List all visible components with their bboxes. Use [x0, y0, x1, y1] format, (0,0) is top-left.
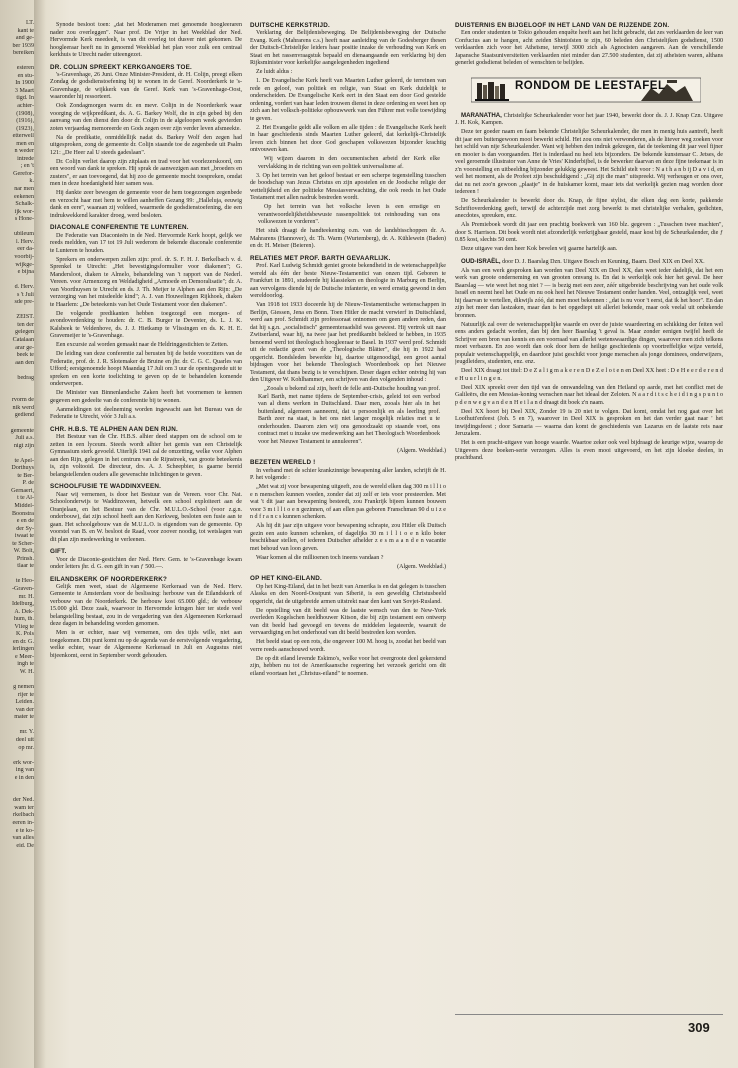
margin-fragment: Gernaert,	[11, 487, 34, 494]
margin-fragment: bedrag	[17, 374, 34, 381]
margin-fragment: te Heo-	[15, 578, 34, 585]
margin-fragment: d. Herv.	[14, 284, 34, 291]
margin-fragment: kant te	[17, 27, 34, 34]
paragraph: Men is er echter, naar wij vernemen, om des tijds wille, niet aan toegekomen. Dit punt komt nu op de agenda van de eerstvolgende vergadering, welke echter, waar de Algemeene Kerkeraad in Juli en Augustus niet bijeenkomt, eerst in September wordt gehouden.	[50, 630, 242, 659]
margin-fragment: mr. Y.	[19, 729, 34, 736]
margin-fragment: op mr.	[18, 744, 34, 751]
heading-king-eiland: OP HET KING-EILAND.	[250, 575, 322, 583]
margin-fragment	[0, 382, 34, 390]
margin-fragment: Schalk-	[15, 201, 34, 208]
paragraph: Het beeld staat op een rots, die ongeveer 100 M. hoog is, zoodat het beeld van verre reeds aanschouwd wordt.	[250, 639, 446, 653]
paragraph: Aanmeldingen tot deelneming worden ingewacht aan het Bureau van de Federatie te Utrecht, vóór 3 Juli a.s.	[50, 406, 242, 421]
paragraph: Deel XX hoort bij Deel XIX, Zonder 19 is 20 niet te volgen. Dat komt, omdat het nog gaat over het Loofhutt'enfeest (Joh. 5 en 7), waarover in Deel XIX is gesproken en het dan verder gaat naar ' het inwijdingsfeest ; door Samaria — waarna dan komt de geschiedenis van Lazarus en de laatste reis naar Jeruzalem.	[455, 408, 723, 438]
margin-fragment: e in den	[14, 774, 34, 781]
margin-fragment	[0, 307, 34, 315]
margin-fragment: Gerefor-	[13, 170, 34, 177]
margin-fragment	[0, 752, 34, 760]
margin-fragment: rijer te	[17, 691, 34, 698]
margin-fragment: Boonstra	[11, 510, 34, 517]
paragraph: Deze uitgave van den heer Kok bevelen wij gaarne hartelijk aan.	[461, 246, 618, 253]
previous-page-margin	[0, 20, 36, 1038]
margin-fragment: en dr. G.	[13, 638, 34, 645]
margin-fragment: Middel-	[14, 503, 34, 509]
margin-fragment: Prinsh.	[16, 555, 34, 562]
paragraph: Als hij dit jaar zijn uitgave voor bewapening schrapte, zou Hitler elk Duitsch gezin een auto kunnen schenken, of dagelijks 30 m i l l i o e n kilo boter beschikbaar stellen, of iederen Duitscher afhelder z e s m a a n d e n vacantie met behoud van loon geven.	[250, 523, 446, 552]
margin-fragment: eekenen	[14, 193, 34, 200]
paragraph: Als Premieboek wordt dit jaar een prachtig boekwerk van 160 blz. gegeven : „Tusschen twee machten", door S. Harrison. Dit boek wordt niet afzonderlijk verkrijgbaar gesteld, maar kost bij de Scheurkalender, die ƒ 0.85 kost, slechts 50 cent.	[455, 222, 723, 244]
intro-paragraph: Synode besloot toen: „dat het Moderamen met genoemde hoogleeraren nader zou overleggen". Naar prof. De Vrijer in het Weekblad der Ned. Hervormde Kerk meedeelt, is van dit overleg tot dusver niet gekomen. De hoogleeraar heeft nu in genoemd Weekblad het plan voor zulk een centraal kerkhuis te Utrecht nader uiteengezet.	[50, 22, 242, 58]
margin-fragment: nigt zijn	[13, 442, 34, 449]
margin-fragment: men en	[16, 140, 34, 147]
margin-fragment: nar men	[14, 186, 34, 193]
heading-colijn: DR. COLIJN SPREEKT KERKGANGERS TOE.	[50, 63, 192, 71]
paragraph: 3. Op het terrein van het geloof bestaat er een scherpe tegenstelling tusschen de boodschap van Jezus Christus en zijn apostelen en de Joodsche religie der wettelijkheid en der politieke Messiasverwachting, die ook reeds in het Oude Testament met allen nadruk bestreden wordt.	[250, 172, 446, 202]
paragraph: De leiding van deze conferentie zal berusten bij de beide voorzitters van de Federatie, prof. dr. J. R. Slotemaker de Bruine en jhr. dr. C. G. C. Quarles van Ufford; eerstgenoemde hoopt Maandag 17 Juli om 3 uur de openingsrede uit te spreken en een korte toelichting te geven op de te behandelen komende onderwerpen.	[50, 351, 242, 388]
margin-fragment: k.	[29, 178, 34, 185]
column-middle	[250, 22, 446, 1032]
margin-fragment: nik werd	[12, 404, 34, 411]
review-bibliographic: door D. J. Baarslag Dzn. Uitgave Bosch en Keuning, Baarn. Deel XIX en Deel XX.	[500, 258, 705, 265]
margin-fragment: gediend	[14, 412, 34, 419]
margin-fragment: and ge-	[15, 35, 34, 42]
margin-fragment: te Scher-	[12, 540, 34, 547]
margin-fragment	[0, 722, 34, 730]
margin-fragment: tigd. In	[16, 95, 34, 102]
paragraph: Gelijk men weet, staat de Algemeene Kerkeraad van de Ned. Herv. Gemeente te Amsterdam voor de beslissing: herbouw van de Eilandskerk of verbouw van de Noorderkerk. De herbouw kost 65.000 gld.; de verbouw 15.000 gld. Deze zaak, waarvoor in Hervormde kringen hier ter stede veel belangstelling bestaat, zou in de vergadering van den Algemeenen Kerkeraad deze dagen in behandeling worden genomen.	[50, 583, 242, 628]
paragraph: De Scheurkalender is bewerkt door ds. Knap, de fijne stylist, die elken dag een korte, pakkende Schriftoverdenking geeft, terwijl de achterzijde met zorg bewerkt is met christelijke verhalen, gedichten, anecdotes, spreuken, enz.	[455, 198, 723, 220]
margin-fragment: etterwell	[12, 133, 34, 140]
source-attribution: (Algem. Weekblad.)	[397, 563, 446, 570]
source-attribution: (Algem. Weekblad.)	[397, 447, 446, 454]
margin-fragment: ten der	[17, 321, 34, 328]
heading-gift: GIFT.	[50, 548, 67, 556]
margin-fragment: bereiken	[13, 50, 34, 57]
margin-fragment: s Hone-	[14, 216, 34, 223]
margin-fragment	[0, 58, 34, 66]
heading-duisternis: DUISTERNIS EN BIJGELOOF IN HET LAND VAN DE RIJZENDE ZON.	[455, 22, 670, 29]
margin-fragment	[0, 677, 34, 685]
review-bibliographic: Christelijke Scheurkalender voor het jaar 1940, bewerkt door ds. J. J. Knap Czn. Uitgave J. H. Kok, Kampen.	[455, 112, 723, 127]
margin-fragment: K. Pols	[16, 631, 34, 638]
paragraph: Naar wij vernemen, is door het Bestuur van de Vereen. voor Chr. Nat. Schoolonderwijs te Waddinxveen, hetwelk een school exploiteert aan de Oranjelaan, en het Bestuur van de Chr. M.U.L.O.-School (voor z.g.n. onderbouw), dat zijn school heeft aan den Kerkweg, besloten een fusie aan te gaan. Het schoolgebouw van de M.U.L.O. is eigendom van de gemeente. Op voorstel van B. en W. besloot de Raad, voor zoover noodig, tot wetslagen van dit plan zijn medewerking te verleenen.	[50, 491, 242, 543]
margin-fragment: ijk wor-	[14, 208, 34, 215]
margin-fragment: der Sy-	[16, 525, 34, 532]
paragraph: Waar komen al die millioenen toch ineens vandaan ?	[256, 554, 384, 561]
margin-fragment: van der	[15, 706, 34, 713]
paragraph: 1. De Evangelische Kerk heeft van Maarten Luther geleerd, de terreinen van rede en geloof, van politiek en religie, van Staat en Kerk duidelijk te onderscheiden. De Evangelische Kerk eert in den Staat een door God gestelde ordening, vordert van haar leden trouwen dienst in deze ordening en weet hen op zich aan het volksch-politieke opbouwwerk van den Führer met volle toewijding te geven.	[250, 78, 446, 122]
margin-fragment: t te Al-	[17, 495, 34, 502]
margin-fragment: wijkge-	[15, 261, 34, 268]
quote-paragraph: Wij wijzen daarom in den oecumenischen arbeid der Kerk elke vervlakking in de richting van een politiek universalisme af.	[258, 156, 440, 170]
margin-fragment: -Graven-	[12, 586, 34, 593]
paragraph: Een onder studenten te Tokio gehouden enquête heeft aan het licht gebracht, dat zes verklaarden de leer van Confucius aan te hangen, acht zeiden Shintoïsten te zijn, 60 beleden den Christelijken godsdienst, 1500 verklaarden zich voor het Atheïsme, terwijl 3000 zich als Agnocisten aangaven. Aan de verschillende Japansche Staatsuniversiteiten verklaarden niet minder dan 27.500 studenten, dat zij atheïsten waren, althans generlei godsdienst beleden of wenschten te belijden.	[455, 30, 723, 67]
margin-fragment: te Ber-	[17, 472, 34, 479]
margin-fragment	[0, 790, 34, 798]
margin-fragment: iwaat te	[14, 533, 34, 540]
heading-chr-hbs: CHR. H.B.S. TE ALPHEN AAN DEN RIJN.	[50, 425, 178, 433]
paragraph: Ze luidt aldus :	[256, 69, 293, 76]
margin-fragment: achter-	[17, 103, 34, 110]
margin-fragment	[0, 277, 34, 285]
margin-fragment: hum, th.	[13, 616, 34, 623]
column-right	[455, 22, 723, 1062]
margin-fragment: s 't Juli	[16, 291, 34, 298]
paragraph: In verband met de schier krankzinnige bewapening aller landen, schrijft de H. P. het volgende :	[250, 467, 446, 482]
margin-fragment: aan den	[15, 359, 34, 366]
page-number: 309	[688, 1020, 710, 1035]
margin-fragment: esteren	[16, 65, 34, 72]
margin-fragment: te Apel-	[14, 457, 34, 464]
margin-fragment: ZEIST.	[16, 314, 34, 321]
margin-fragment: 3 Maart	[14, 87, 34, 94]
margin-fragment: e en de	[16, 518, 34, 525]
books-icon	[475, 82, 509, 101]
paragraph: Voor de Diaconie-gestichten der Ned. Herv. Gem. te 's-Gravenhage kwam onder letters jhr. d. G. een gift in van ƒ 500.—.	[50, 556, 242, 571]
paragraph: 2. Het Evangelie geldt alle volken en alle tijden : de Evangelische Kerk heeft in haar geschiedenis sinds Maarten Luther geleerd, dat kerkelijk-Christelijk leven zich binnen het door God geschapen volkswezen bijzonder krachtig ontvouwen kan.	[250, 124, 446, 154]
margin-fragment: gemeente	[10, 427, 34, 434]
heading-barth: RELATIES MET PROF. BARTH GEVAARLIJK.	[250, 254, 391, 262]
margin-fragment: (1916),	[16, 118, 34, 125]
paragraph: Op het King-Eiland, dat in het bezit van Amerika is en dat gelegen is tusschen Alaska en den Noord-Oostpunt van Siberië, is een geweldig Christusbeeld opgericht, dat de uitgebreide armen uitstrekt naar den kant van Sovjet-Rusland.	[250, 583, 446, 605]
margin-fragment: ing van	[15, 767, 34, 774]
margin-fragment: van alles	[12, 835, 34, 842]
footer-rule	[455, 1014, 723, 1015]
heading-duitsche-kerkstrijd: DUITSCHE KERKSTRIJD.	[250, 22, 330, 29]
margin-fragment: Juli a.s.	[15, 435, 34, 442]
margin-fragment	[0, 571, 34, 579]
paragraph: Deel XIX draagt tot titel: D e Z a l i g m a k e r e n D e Z e l o t e n en Deel XX heet : D e H e e r d e r e n d e H u u r l i n g e n.	[455, 368, 723, 382]
paragraph: Sprekers en onderwerpen zullen zijn: prof. dr. S. F. H. J. Berkelbach v. d. Sprenkel te Utrecht: „Het bevestigingsformulier voor diakenen"; G. Mandersloot, diaken te Almelo, behandeling van 't rapport van de Nederl. Vereen. voor Armenzorg en Weldadigheid „Armoede en Demoralisatie"; dr. A. van Voorthuysen te Utrecht en ds. J. Th. Meijer te Alphen aan den Rijn: „De verzorging van het misdeelde kind"; A. J. van Houwelingen Rijkhoek, diaken te Haarlem: „De beteekenis van het Oude Testament voor den diakenen".	[50, 256, 242, 308]
margin-fragment: Catalaan	[12, 336, 34, 343]
margin-fragment: wam ter	[14, 804, 34, 811]
page-fold-shadow	[34, 0, 46, 1068]
margin-fragment: In 1900	[15, 80, 34, 87]
heading-schoolfusie: SCHOOLFUSIE TE WADDINXVEEN.	[50, 483, 162, 491]
paragraph: Deel XIX spreekt over den tijd van de omwandeling van den Heiland op aarde, met het conflict met de Galileërs, die een Messias-koning wenschen naar het ideaal der Zeloten. N a a r d i t s c h e i d i n g s p u n t o p d e n w e g v a n d e n H e i l a n d draagt dit boek z'n naam.	[455, 384, 723, 406]
review-title: OUD-ISRAËL,	[461, 257, 501, 265]
review-title: MARANATHA,	[461, 111, 502, 119]
margin-fragment: A. Dek-	[14, 608, 34, 615]
margin-fragment: ubileum	[14, 231, 34, 238]
margin-fragment: arar ge-	[15, 344, 34, 351]
margin-fragment: intrede	[17, 155, 34, 162]
margin-fragment: n weder	[14, 148, 34, 155]
margin-fragment: P. de	[22, 480, 34, 487]
review-oud-israel	[455, 258, 723, 267]
paragraph: 's-Gravenhage, 26 Juni. Onze Minister-President, dr. H. Colijn, preegt elken Zondag de godsdienstoefening bij te wonen in de Geref. Noorderkerk te 's-Gravenhage, de wijkkerk van de Geref. Kerk van 's-Gravenhage-Oost, waaronder hij ressorteert.	[50, 71, 242, 101]
heading-diaconale: DIACONALE CONFERENTIE TE LUNTEREN.	[50, 224, 189, 232]
margin-fragment: rkelbach	[13, 812, 34, 819]
margin-fragment: Vlieg te	[14, 623, 34, 630]
margin-fragment: Dorthuys	[11, 465, 34, 472]
margin-fragment: LT.	[26, 20, 34, 26]
paragraph: De op dit eiland levende Eskimo's, welke voor het overgroote deel gekerstend zijn, hebben nu tot de Amerikaansche regeering het verzoek gericht om dit eiland voortaan het „Christus-eiland" te noemen.	[250, 655, 446, 677]
paragraph: Het Bestuur van de Chr. H.B.S. alhier deed stappen om de school om te zetten in een lyceum. Steeds wordt alhier het gemis van een Christelijk Gymnasium sterk gevoeld. Uiterlijk 1941 zal de omzetting, welke voor Alphen aan den Rijn, gelegen in het centrum van de Rijnstreek, van groote beteekenis is, zijn voltooid. De directeur, drs. A. J. Scheepbier, is gaarne bereid belangstellenden ouders alle gewenschte inlichtingen te geven.	[50, 434, 242, 478]
margin-fragment: e te ko-	[15, 827, 34, 834]
margin-fragment	[0, 420, 34, 428]
margin-fragment	[0, 367, 34, 375]
paragraph: Hij dankte zeer bewogen de gemeente voor de hem toegezongen zegenbede en verzocht haar met hem te willen aanheffen Gezang 99: „Halleluja, eeuwig dank en eere", waaraan zij voldeed, waarmede de godsdienstoefening, die een indrukwekkend karakter droeg, werd besloten.	[50, 190, 242, 219]
paragraph: Een excursie zal worden gemaakt naar de Heldringgestichten te Zetten.	[56, 342, 229, 349]
margin-fragment: Leiden.	[15, 699, 34, 706]
paragraph: De Federatie van Diaconieën in de Ned. Hervormde Kerk hoopt, gelijk we reeds meldden, van 17 tot 19 Juli wederom de bekende diaconale conferentie te Lunteren te houden.	[50, 232, 242, 254]
margin-fragment: (1908),	[16, 110, 34, 117]
margin-fragment: ; en 't	[20, 163, 34, 170]
heading-bezeten-wereld: BEZETEN WERELD !	[250, 459, 316, 467]
paragraph: Van 1918 tot 1933 doceerde hij de Nieuw-Testamentische wetenschappen in Berlijn, Giessen, Jena en Bonn. Toen Hitler de macht verwierf in Duitschland, werd aan prof. Schmidt zijn professoraat ontnomen om geen andere reden, dan dat hij s.g.n. „socialistisch" gemeenteraadslid was geweest. Hij vertrok uit naar Zwitserland, waar hij, na twee jaar het predikambt bekleed te hebben, in 1935 benoemd werd tot theologisch hoogleeraar te Basel. In 1937 werd prof. Schmidt uit de redactie gezet van de „Theologische Blätter", die hij in 1922 had opgericht. Bondsleden bewerkte hij, daartoe uitgenoodigd, een groot aantal bijdragen voor het bekende Theologisch Woordenboek op het Nieuwe Testament, dat thans bezig is te verschijnen. Deser dagen echter ontving hij van den Uitgever W. Kohlhammer, een schrijven van den volgenden inhoud :	[250, 302, 446, 384]
margin-fragment: eid. De	[16, 842, 34, 849]
margin-fragment: ingh te	[17, 661, 34, 668]
quote-paragraph: „Zooals u bekend zal zijn, heeft de felle anti-Duitsche houding van prof. Karl Barth, met name tijdens de September-crisis, geleid tot een verbod van al diens werken in Duitschland. Daar men, zooals hier als in het buitenland, algemeen aanneemt, dat u persoonlijk en als leerling prof. Barth zeer na staat, is het ons niet langer mogelijk relaties met u te onderhouden. Daarom zien wij ons genoodzaakt op staande voet, ons contract met u inzake uw medewerking aan het Theologisch Woordenboek voor het Nieuwe Testament te annuleeren".	[258, 386, 440, 445]
paragraph: Ook Zondagmorgen warm dr. en mevr. Colijn in de Noorderkerk waar voorging de wijkpredikant, ds. A. G. Barkey Wolf, die in zijn gebed bij den aanvang van den dienst den door dr. Colijn in de algeloopen week gevierden zoten verjaardag memoreerde en Gods zegen over zijn verder leven afsmeekte.	[50, 103, 242, 132]
margin-fragment	[0, 782, 34, 790]
paragraph: Als van een werk gesproken kan worden van Deel XIX en Deel XX, dan weet ieder dadelijk, dat het een werk van groote onderneming en van grooten omvang is. En dat is werkelijk ook hier het geval. De heer Baarslag — wie weet het nog niet ? — is bezig met een zeer, zéér uitgebreide beschrijving van het oude volk Israël en neemt heel het Oude en nu ook heel het Nieuwe Testament onder handen. Veel, ontzaglijk veel, weet hij daarvan te vertellen, dikwijls zóó, dat men moet bekennen : „dat is nu voor 't eerst, dat ik het hoor". En dan zijn het meer dan lastzaken, maar dan is het opgediept uit allerlei bekende, maar ook veelal uit onbekende bronnen.	[455, 267, 723, 319]
column-left	[50, 22, 242, 1032]
margin-fragment: g nemen	[13, 684, 34, 691]
margin-fragment: W. H.	[19, 669, 34, 676]
margin-fragment: der Ned.	[13, 797, 34, 804]
margin-fragment: beek te	[16, 352, 34, 359]
margin-fragment: l. Herv.	[15, 238, 34, 245]
margin-fragment: ber 1939	[12, 42, 34, 49]
margin-fragment: lerlingen	[12, 646, 34, 653]
paragraph: Dr. Colijn verliet daarop zijn zitplaats en trad voor het voorlezerskoord, om een woord van dank te spreken. Hij sprak de aanwezigen aan met „broeders en zusters", er aan toevoegend, dat hij zoo de gemeente mocht toespreken, omdat men in deze hoedanigheid hier samen was.	[50, 158, 242, 188]
paragraph: De volgende predikanten hebben toegezegd een morgen- of avondoverdenking te houden: dr. C. B. Burger te Deventer, ds. L. J. K. Kalsbeek te Veldenhove, ds. J. J. Hietkamp te Vlissingen en ds. K. H. E. Gravemeijer te 's-Gravenhage.	[50, 310, 242, 340]
paragraph: De opstelling van dit beeld was de laatste wensch van den te New-York overleden Kogelschen heeldhouwer Kitson, die bij zijn testament een ontwerp van dit beeld had gevoegd en tevens de middelen legateerde, waaruit de vervaardiging en het onderhoud van dit beeld bestreden kon worden.	[250, 607, 446, 637]
margin-fragment: eeren in-	[12, 819, 34, 826]
margin-fragment: Idelburg,	[11, 601, 34, 608]
paragraph: Het stuk draagt de handteekening o.m. van de landsbisschoppen dr. A. Mahrarens (Hannover), dr. Th. Warm (Wurtemberg), dr. A. Kühlewein (Baden) en dr. H. Meiser (Beieren).	[250, 228, 446, 250]
review-maranatha	[455, 112, 723, 128]
margin-fragment: W. Bolt,	[13, 548, 34, 555]
margin-fragment: (1923),	[16, 125, 34, 132]
banner-title: RONDOM DE LEESTAFEL	[515, 79, 666, 92]
margin-fragment: mr. H.	[18, 593, 34, 600]
section-banner	[471, 74, 701, 106]
margin-fragment: voorbij-	[14, 253, 34, 260]
paragraph: Prof. Karl Ludwig Schmidt geniet groote bekendheid in de wetenschappelijke wereld als één der beste Nieuw-Testamenticі van onzen tijd. Geboren te Frankfurt in 1891, studeerde hij klassieken en theologie in Marburg en Berlijn, aan vervolgens diende hij de Duitsche infanterie, en werd ernstig gewond in den wereldoorlog.	[250, 263, 446, 300]
margin-fragment: rvorm de	[11, 397, 34, 404]
paragraph: Deze ter goeder naam en faam bekende Christelijke Scheurkalender, die men in menig huis aantreft, heeft dit jaar een buitengewoon mooi bewerkt schild. Het zou ons niet verwonderen, als de litever weg zoeken voor het schild van nije Scheurkalender. Want wij hebben den indruk gekregen, dat de teekening dit jaar veel fijner en mooier is dan voorgaanden. Het is inderdaad nu heel iets bijzonders. De bekende kunstenaar C. Jetses, de veel geroemde illustrator van Anne de Vries' Kinderbijbel, is de bewerker daarvan en deze fijne teekenaar is in z'n voorstelling en uitbeelding bijzonder gelukkig geweest. Het Schild stelt voor : N a t h a n b ij D a v i d, en wel het moment, als de Profeet zijn beschuldigend : „Gij zijt die man" uitspreekt. Wij verheugen er ons over, dat nu net zoo'n gewoon „plaatje" in de huiskamer komt, maar iets dat werkelijk gezien mag worden door iedereen !	[455, 129, 723, 196]
paragraph: Na de predikatie, onmiddellijk nadat ds. Barkey Wolf den zegen had uitgesproken, zong de gemeente dr. Colijn staande toe de zegenbede uit Psalm 121: „De Heer zal U steeds gadeslaan".	[50, 134, 242, 156]
margin-fragment: e bijna	[17, 269, 34, 276]
margin-fragment	[0, 450, 34, 458]
paragraph: De Minister van Binnenlandsche Zaken heeft het voornemen te kennen gegeven een gedeelte van de conferentie bij te wonen.	[50, 390, 242, 404]
paragraph: Natuurlijk zal over de wetenschappelijke waarde en over de juiste waardeering en schikking der feiten wel eens anders gedacht worden, dan bij den heer Baarslag 't geval is. Maar zonder eenigen twijfel heeft de Schrijver een bron van kennis en een voorraad van allerlei wetenswaardige dingen, waarover men zich telkens moet verbazen. En zoo wordt dan ook door hem de heilige geschiedenis op voortreffelijke wijze verteld, populair wetenschappelijk, en daardoor juist geschikt voor jonge menschen als jonge dominees, onderwijzers, jeugdleiders, studenten, enz. enz.	[455, 321, 723, 366]
margin-fragment: mater te	[14, 714, 34, 721]
margin-fragment: gelegen	[15, 329, 34, 336]
margin-fragment: deel uit	[15, 736, 34, 743]
quote-paragraph: Op het terrein van het volksche leven is een ernstige en verantwoordelijkheidsbewuste rassenpolitiek tot reinhouding van ons volkswezen te vorderen".	[258, 204, 440, 226]
margin-fragment: sde pre-	[14, 299, 34, 306]
paragraph: Verklaring der Belijdenisbeweging. De Belijdenisbeweging der Duitsche Evang. Kerk (Mahrarens c.s.) heeft naar aanleiding van de Godesberger thesen der Duitsch-Christelijke leiders haar positie inzake de verhouding van Kerk en Staat en het rassenvraagstuk bepaald en dienaangaande een verklaring bij den Rijksminister voor kerkelijke aangelegenheden ingediend	[250, 30, 446, 67]
paragraph: Het is een pracht-uitgave van hooge waarde. Waartoe zeker ook veel bijdraagt de keurige wijze, waarop de Uitgevers deze boeken-serie verzorgen. Alles is even mooi uitgevoerd, en het zijn kloeke deelen, in prachtband.	[455, 440, 723, 462]
margin-fragment	[0, 390, 34, 398]
margin-fragment: en stu-	[17, 72, 34, 79]
margin-fragment: erk wor-	[13, 759, 34, 766]
margin-fragment: tlaar te	[17, 563, 34, 570]
heading-eilandskerk: EILANDSKERK OF NOORDERKERK?	[50, 575, 167, 583]
margin-fragment: eer da-	[17, 246, 34, 253]
margin-fragment	[0, 224, 34, 232]
margin-fragment: e Meer-	[15, 653, 34, 660]
paragraph: „Met wat zij voor bewapening uitgeeft, zou de wereld elken dag 300 m i l l i o e n menschen kunnen voeden, zonder dat zij zelf er iets voor presteerden. Met wat 't dit jaar aan bewapening besteedt, zou Frankrijk bijeen kunnen bouwen voor 3 m i l l i o e n gezinnen, of aan ellen pas geboren Franschman 90 d u i z e n d f r a n c s kunnen schenken.	[250, 484, 446, 521]
